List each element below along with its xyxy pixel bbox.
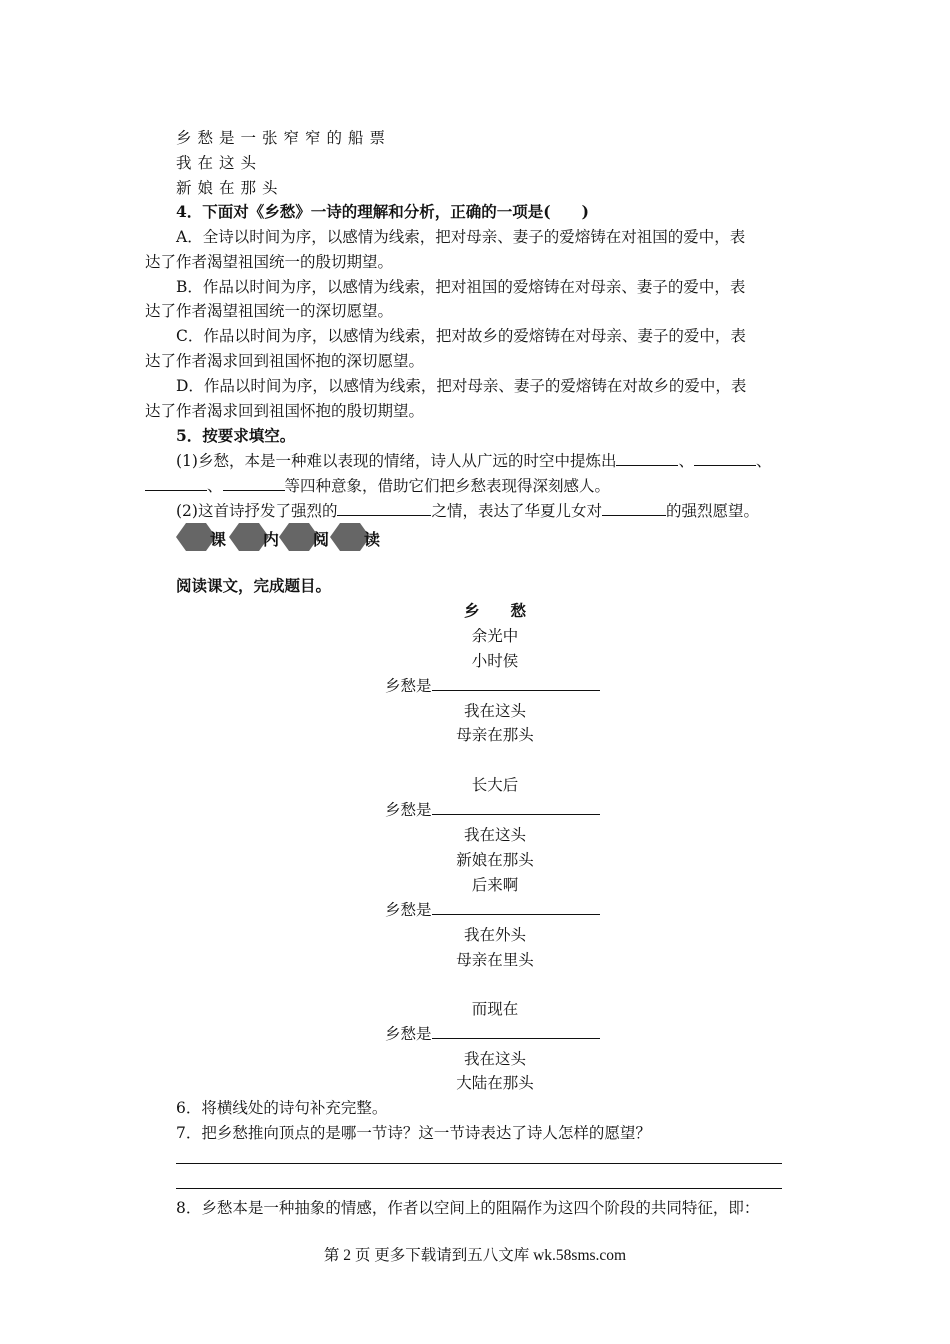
stanza-1-prefix: 乡愁是 [385,677,432,695]
poem-answer-blank[interactable] [432,1023,600,1039]
stanza-1-line-3: 我在这头 [463,702,526,720]
stanza-3-prefix: 乡愁是 [385,901,432,919]
section-char-4: 读 [364,530,381,549]
q4-option-b: B．作品以时间为序，以感情为线索，把对祖国的爱熔铸在对母亲、妻子的爱中，表 [176,278,746,296]
answer-blank[interactable] [223,475,285,491]
stanza-2-prefix: 乡愁是 [385,801,432,819]
q4-option-c: C．作品以时间为序，以感情为线索，把对故乡的爱熔铸在对母亲、妻子的爱中，表 [176,327,746,345]
page-footer: 第 2 页 更多下载请到五八文库 wk.58sms.com [323,1247,627,1264]
q4-option-d: D．作品以时间为序，以感情为线索，把对母亲、妻子的爱熔铸在对故乡的爱中，表 [176,377,747,395]
answer-blank[interactable] [616,450,678,466]
q5-stem: 5．按要求填空。 [176,426,296,445]
poem-answer-blank[interactable] [432,899,600,915]
poem-answer-blank[interactable] [432,799,600,815]
q4-option-a-cont: 达了作者渴望祖国统一的殷切期望。 [145,253,394,271]
intro-poem-line-2: 我在这头 [176,154,263,172]
stanza-3-fill-line [385,899,600,921]
stanza-3-line-4: 母亲在里头 [456,951,534,969]
answer-blank[interactable] [337,500,431,516]
q4-option-d-cont: 达了作者渴求回到祖国怀抱的殷切期望。 [145,402,425,420]
stanza-1-time: 小时侯 [471,652,519,670]
q5-part-1 [176,450,772,472]
q5-part-1-suffix: 等四种意象，借助它们把乡愁表现得深刻感人。 [284,477,611,495]
section-char-2: 内 [263,530,280,549]
poem-author: 余光中 [471,627,519,645]
stanza-1-fill-line [385,675,600,697]
q7: 7．把乡愁推向顶点的是哪一节诗？这一节诗表达了诗人怎样的愿望？ [176,1124,651,1142]
q5-part-1-cont [145,475,610,497]
separator: 、 [678,452,694,470]
intro-poem-line-1: 乡愁是一张窄窄的船票 [176,129,392,147]
poem-answer-blank[interactable] [432,675,600,691]
intro-poem-line-3: 新娘在那头 [176,179,284,197]
stanza-1-line-4: 母亲在那头 [456,726,534,744]
stanza-4-line-3: 我在这头 [463,1050,526,1068]
stanza-4-line-4: 大陆在那头 [456,1074,534,1092]
q5-part-2-prefix: (2)这首诗抒发了强烈的 [176,502,338,520]
answer-blank[interactable] [694,450,756,466]
stanza-4-fill-line [385,1023,600,1045]
q6: 6．将横线处的诗句补充完整。 [176,1099,388,1117]
stanza-2-fill-line [385,799,600,821]
q7-answer-line[interactable] [176,1163,782,1164]
q5-part-2-suffix: 的强烈愿望。 [665,502,759,520]
answer-blank[interactable] [145,475,207,491]
stanza-2-time: 长大后 [471,776,519,794]
answer-blank[interactable] [602,500,666,516]
stanza-2-line-4: 新娘在那头 [456,851,534,869]
stanza-3-line-3: 我在外头 [463,926,526,944]
q4-option-b-cont: 达了作者渴望祖国统一的深切愿望。 [145,302,394,320]
stanza-4-prefix: 乡愁是 [385,1025,432,1043]
q5-part-1-prefix: (1)乡愁，本是一种难以表现的情绪，诗人从广远的时空中提炼出 [176,452,617,470]
q4-stem: 4．下面对《乡愁》一诗的理解和分析，正确的一项是( ) [176,202,589,221]
section-char-1: 课 [210,530,227,549]
separator: 、 [755,452,772,470]
q5-part-2 [176,500,759,522]
poem-title: 乡 愁 [463,601,526,620]
stanza-4-time: 而现在 [471,1000,519,1018]
q7-answer-line[interactable] [176,1188,782,1189]
section-char-3: 阅 [313,530,330,549]
q4-option-c-cont: 达了作者渴求回到祖国怀抱的深切愿望。 [145,352,425,370]
stanza-3-time: 后来啊 [471,876,519,894]
stanza-2-line-3: 我在这头 [463,826,526,844]
q5-part-2-mid: 之情，表达了华夏儿女对 [431,502,602,520]
separator: 、 [207,477,223,495]
q8: 8．乡愁本是一种抽象的情感，作者以空间上的阻隔作为这四个阶段的共同特征，即： [176,1199,760,1217]
reading-instruction: 阅读课文，完成题目。 [176,576,332,595]
q4-option-a: A．全诗以时间为序，以感情为线索，把对母亲、妻子的爱熔铸在对祖国的爱中，表 [176,228,746,246]
